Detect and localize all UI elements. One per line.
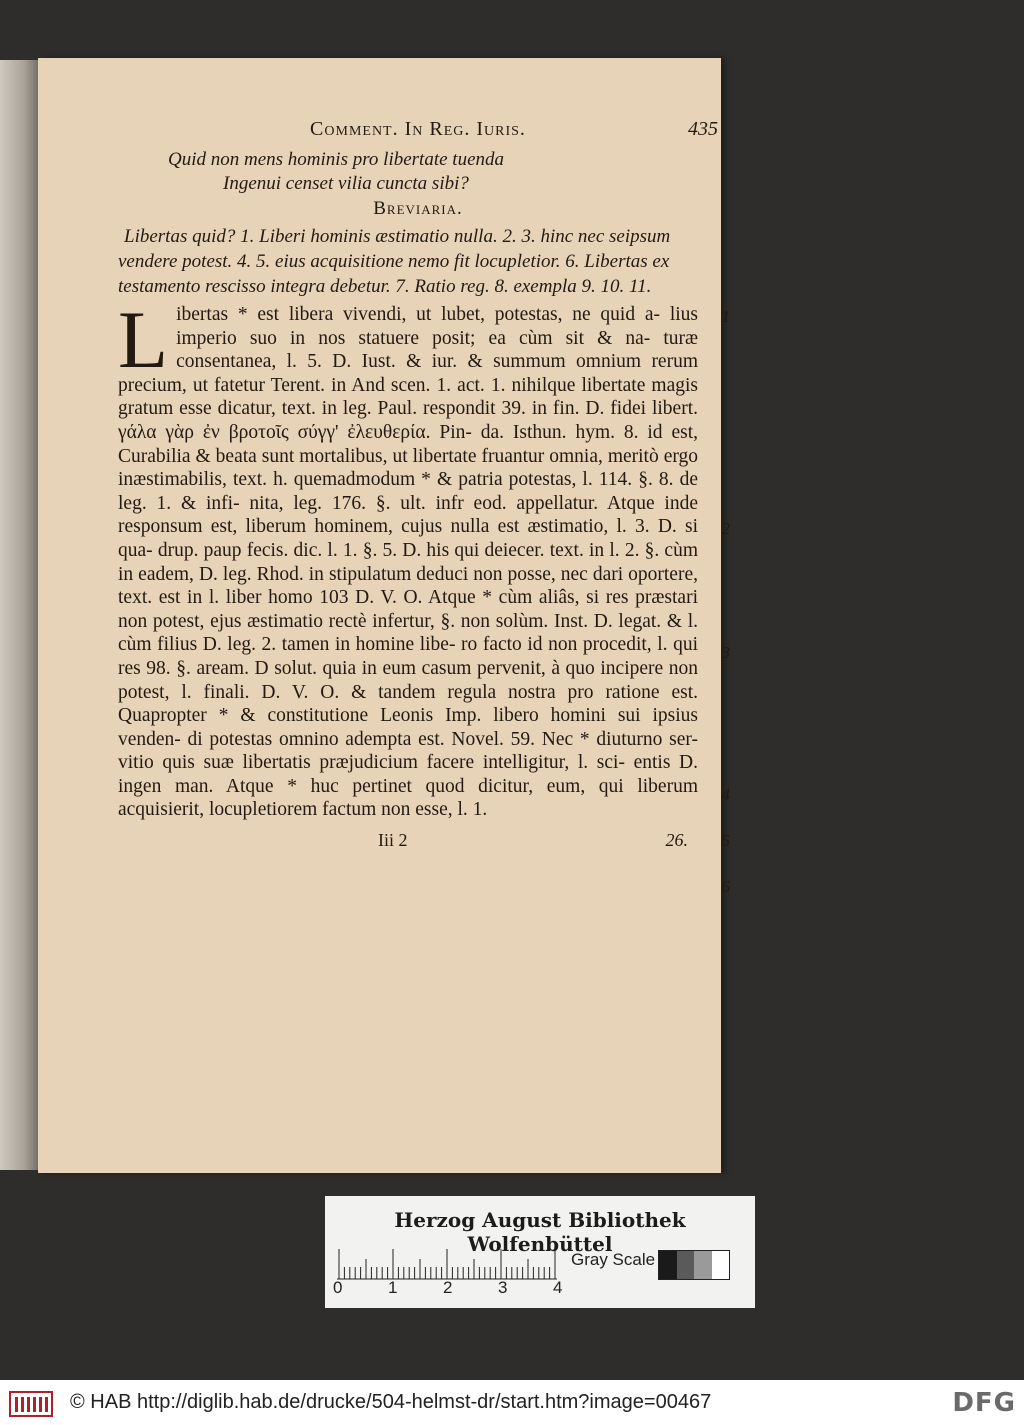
card-title: Herzog August Bibliothek Wolfenbüttel [394,1208,686,1256]
ruler-label: 0 [333,1278,343,1297]
signature-mark: Iii 2 [378,830,408,851]
swatch-light-gray [694,1251,712,1279]
book-fore-edge [0,60,40,1170]
motto-line-2: Ingenui censet vilia cuncta sibi? [223,173,469,194]
running-head: Comment. In Reg. Iuris. [310,118,526,140]
motto [168,148,718,196]
margin-number: 3 [721,643,730,662]
page-footer [118,830,718,851]
catchword: 26. [665,830,688,851]
swatch-dark-gray [677,1251,695,1279]
margin-number: 5 [721,831,730,850]
swatch-black [659,1251,677,1279]
page-header [118,118,718,148]
footer-bar [0,1380,1024,1425]
page-content [118,118,730,896]
drop-cap: L [118,294,169,385]
gray-scale-swatch [658,1250,730,1280]
page-number: 435 [688,118,718,140]
body-text: ibertas * est libera vivendi, ut lubet, potestas, ne quid a- lius imperio suo in nos statuere posit; ea cùm sit & na- turæ consentanea, l. 5. D. Iust. & iur. & summum omnium rerum precium, ut fatetur Terent. in And scen. 1. act. 1. nihilque libertate magis gratum esse dicatur, text. in leg. Paul. respondit 39. in fin. D. fidei libert. γάλα γὰρ ἐν βροτοῖς σύγγ' ἐλευθερία. Pin- da. Isthun. hym. 8. id est, Curabilia & beata sunt mortalibus, ut libertate fruantur omnia, meritò ergo inæstimabilis, text. h. quemadmodum * & patria potestas, l. 114. §. 8. de leg. 1. & infi- nita, leg. 176. §. ult. infr eod. appellatur. Atque inde responsum est, liberum hominem, cujus nulla est æstimatio, l. 3. D. si qua- drup. paup fecis. dic. l. 1. §. 5. D. his qui deiecer. text. in l. 2. §. cùm in eadem, D. leg. Rhod. in stipulatum deduci non posse, nec dari oportere, text. est in l. liber homo 103 D. V. O. Atque * cùm aliâs, si res præstari non potest, ejus æstimatio rectè infertur, §. non solùm. Inst. D. legat. & l. cùm filius D. leg. 2. tamen in homine libe- ro facto id non procedit, l. qui res 98. §. aream. D solut. quia in eum casum pervenit, à quo incipere non potest, l. finali. D. V. O. & tandem regula nostra pro ratione est. Quapropter * & constitutione Leonis Imp. libero homini sui ipsius venden- di potestas omnino adempta est. Novel. 59. Nec * diuturno ser- vitio quis suæ libertatis præjudicium facere intelligitur, l. sci- entis D. ingen man. Atque * huc pertinet quod dicitur, eum, qui liberum acquisierit, locupletiorem factum non esse, l. 1. [118,304,698,821]
gray-scale-label: Gray Scale [571,1250,656,1269]
margin-number: 4 [721,785,730,804]
ruler-scale [337,1248,567,1280]
hab-logo-icon [8,1388,54,1418]
summary-paragraph: Libertas quid? 1. Liberi hominis æstimatio nulla. 2. 3. hinc nec seipsum vendere potest. 4. 5. eius acquisitione nemo fit locupletior. 6. Libertas ex testamento rescisso integra debetur. 7. Ratio reg. 8. exempla 9. 10. 11. [118,226,671,297]
margin-number: 6 [721,877,730,896]
copyright-link[interactable]: © HAB http://diglib.hab.de/drucke/504-helmst-dr/start.htm?image=00467 [70,1391,712,1413]
swatch-white [712,1251,730,1279]
dfg-logo: DFG [952,1388,1016,1418]
margin-number: 1 [721,307,730,326]
ruler-label: 3 [498,1278,508,1297]
section-title: Breviaria. [373,198,463,219]
color-calibration-card [325,1196,755,1308]
ruler-label: 4 [553,1278,563,1297]
margin-number: 2 [721,519,730,538]
motto-line-1: Quid non mens hominis pro libertate tuenda [168,149,504,170]
ruler-label: 2 [443,1278,453,1297]
book-page [38,58,730,1173]
ruler-label: 1 [388,1278,398,1297]
